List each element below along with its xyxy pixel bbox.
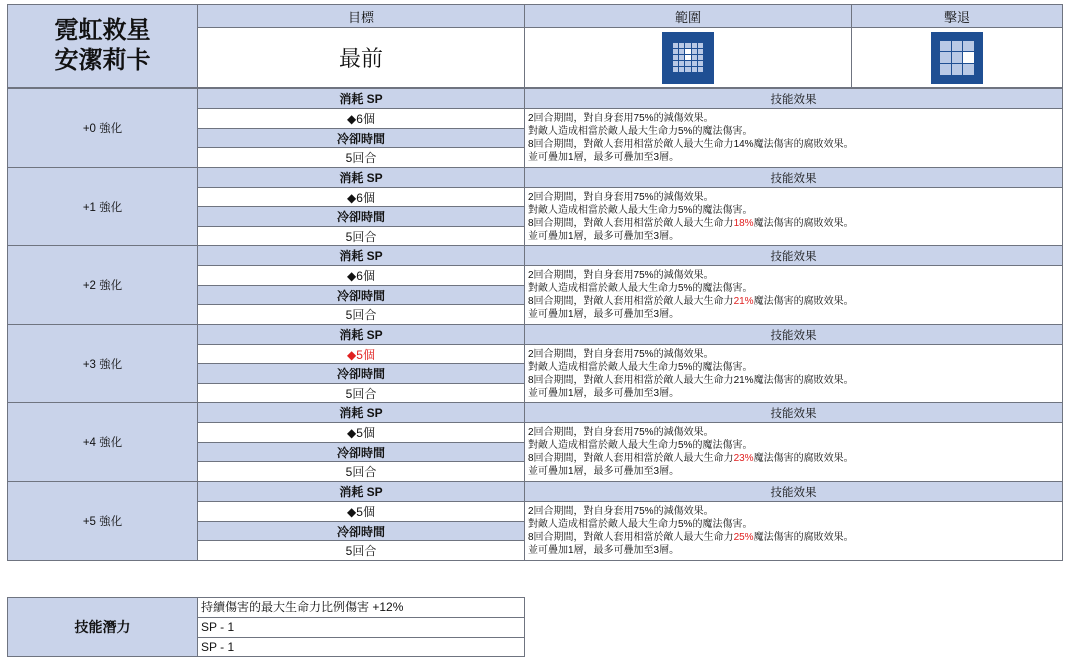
range-grid-cell — [698, 43, 703, 48]
knockback-grid-cell — [940, 41, 951, 52]
cooldown-value: 5回合 — [197, 147, 525, 168]
level-label: +1 強化 — [7, 167, 198, 246]
range-grid-cell — [692, 67, 697, 72]
effect-line-4: 並可疊加1層，最多可疊加至3層。 — [528, 230, 680, 242]
effect-description — [524, 501, 1063, 561]
effect-line-3-end: 魔法傷害的腐敗效果。 — [753, 532, 854, 543]
sp-cost-header: 消耗 SP — [197, 245, 525, 266]
range-grid-cell — [698, 55, 703, 60]
sp-cost-header: 消耗 SP — [197, 402, 525, 423]
range-grid-cell — [673, 49, 678, 54]
potential-label: 技能潛力 — [7, 597, 198, 657]
effect-line-3 — [528, 452, 854, 465]
range-grid-cell — [679, 67, 684, 72]
effect-line-4: 並可疊加1層，最多可疊加至3層。 — [528, 466, 680, 477]
cooldown-header: 冷卻時間 — [197, 206, 525, 227]
effect-header: 技能效果 — [524, 402, 1063, 423]
character-name-line1: 霓虹救星 — [54, 17, 151, 44]
cooldown-value: 5回合 — [197, 461, 525, 482]
range-header: 範圍 — [524, 4, 852, 28]
effect-line-1: 2回合期間，對自身套用75%的減傷效果。 — [528, 191, 714, 203]
sp-cost-value: ◆6個 — [197, 108, 525, 129]
effect-description — [524, 108, 1063, 168]
sp-cost-header: 消耗 SP — [197, 324, 525, 345]
effect-percent: 25% — [733, 532, 754, 543]
effect-header: 技能效果 — [524, 167, 1063, 188]
effect-percent: 18% — [733, 217, 754, 229]
knockback-grid-cell — [940, 52, 951, 63]
knockback-header: 擊退 — [851, 4, 1063, 28]
knockback-icon-cell — [851, 27, 1063, 88]
level-label: +3 強化 — [7, 324, 198, 403]
range-grid-cell — [692, 49, 697, 54]
effect-line-1: 2回合期間，對自身套用75%的減傷效果。 — [528, 113, 714, 124]
range-grid-cell — [685, 55, 690, 60]
effect-line-4: 並可疊加1層，最多可疊加至3層。 — [528, 387, 680, 399]
effect-percent: 21% — [733, 374, 754, 386]
effect-line-4: 並可疊加1層，最多可疊加至3層。 — [528, 545, 680, 556]
sp-cost-value: ◆5個 — [197, 501, 525, 522]
effect-line-2: 對敵人造成相當於敵人最大生命力5%的魔法傷害。 — [528, 440, 753, 451]
effect-description — [524, 344, 1063, 403]
effect-line-1: 2回合期間，對自身套用75%的減傷效果。 — [528, 427, 714, 438]
effect-header: 技能效果 — [524, 481, 1063, 502]
knockback-grid-cell — [963, 52, 974, 63]
effect-line-3-start: 8回合期間，對敵人套用相當於敵人最大生命力 — [528, 374, 734, 386]
effect-line-3-end: 魔法傷害的腐敗效果。 — [753, 217, 854, 229]
effect-line-3 — [528, 295, 854, 308]
range-grid-cell — [673, 67, 678, 72]
sp-cost-value: ◆5個 — [197, 344, 525, 364]
target-header: 目標 — [197, 4, 525, 28]
effect-percent: 23% — [733, 453, 754, 464]
range-grid-cell — [679, 43, 684, 48]
range-grid-cell — [685, 61, 690, 66]
effect-line-3 — [528, 217, 854, 230]
cooldown-header: 冷卻時間 — [197, 285, 525, 305]
knockback-grid-icon — [931, 32, 983, 84]
effect-line-2: 對敵人造成相當於敵人最大生命力5%的魔法傷害。 — [528, 204, 753, 216]
range-grid-cell — [692, 55, 697, 60]
knockback-grid-cell — [940, 64, 951, 75]
range-grid-cell — [679, 49, 684, 54]
range-grid-cell — [673, 43, 678, 48]
effect-percent: 21% — [733, 296, 754, 307]
sp-cost-value: ◆6個 — [197, 265, 525, 286]
effect-line-3 — [528, 531, 854, 544]
range-icon-cell — [524, 27, 852, 88]
range-grid-cell — [679, 55, 684, 60]
effect-line-2: 對敵人造成相當於敵人最大生命力5%的魔法傷害。 — [528, 361, 753, 373]
knockback-grid-cell — [952, 52, 963, 63]
cooldown-value: 5回合 — [197, 383, 525, 403]
cooldown-value: 5回合 — [197, 540, 525, 561]
effect-line-3-end: 魔法傷害的腐敗效果。 — [753, 453, 854, 464]
effect-line-3-start: 8回合期間，對敵人套用相當於敵人最大生命力 — [528, 296, 734, 307]
sp-cost-header: 消耗 SP — [197, 88, 525, 109]
cooldown-header: 冷卻時間 — [197, 363, 525, 384]
potential-item-2: SP - 1 — [197, 617, 525, 638]
character-name-line2: 安潔莉卡 — [54, 47, 151, 74]
effect-percent: 14% — [733, 139, 754, 150]
range-grid-cell — [692, 43, 697, 48]
effect-line-1: 2回合期間，對自身套用75%的減傷效果。 — [528, 348, 714, 360]
level-label: +5 強化 — [7, 481, 198, 561]
level-label: +2 強化 — [7, 245, 198, 325]
effect-line-2: 對敵人造成相當於敵人最大生命力5%的魔法傷害。 — [528, 283, 753, 294]
effect-line-3-end: 魔法傷害的腐敗效果。 — [753, 374, 854, 386]
range-grid-cell — [698, 49, 703, 54]
effect-line-3-start: 8回合期間，對敵人套用相當於敵人最大生命力 — [528, 217, 734, 229]
sp-cost-value: ◆5個 — [197, 422, 525, 443]
effect-line-3-start: 8回合期間，對敵人套用相當於敵人最大生命力 — [528, 139, 734, 150]
effect-line-3-start: 8回合期間，對敵人套用相當於敵人最大生命力 — [528, 453, 734, 464]
range-grid-icon — [662, 32, 714, 84]
range-grid-cell — [673, 61, 678, 66]
range-grid-cell — [685, 49, 690, 54]
effect-line-1: 2回合期間，對自身套用75%的減傷效果。 — [528, 270, 714, 281]
level-label: +0 強化 — [7, 88, 198, 168]
effect-line-4: 並可疊加1層，最多可疊加至3層。 — [528, 152, 680, 163]
range-grid-cell — [698, 61, 703, 66]
effect-line-3 — [528, 374, 854, 387]
effect-header: 技能效果 — [524, 88, 1063, 109]
effect-line-2: 對敵人造成相當於敵人最大生命力5%的魔法傷害。 — [528, 126, 753, 137]
sp-cost-header: 消耗 SP — [197, 167, 525, 188]
character-name-cell — [7, 4, 198, 88]
knockback-grid-cell — [952, 41, 963, 52]
effect-line-3-end: 魔法傷害的腐敗效果。 — [753, 139, 854, 150]
effect-line-2: 對敵人造成相當於敵人最大生命力5%的魔法傷害。 — [528, 519, 753, 530]
effect-description — [524, 265, 1063, 325]
range-grid-cell — [698, 67, 703, 72]
knockback-grid-cell — [963, 64, 974, 75]
cooldown-value: 5回合 — [197, 226, 525, 246]
range-grid-cell — [685, 67, 690, 72]
range-grid-cell — [685, 43, 690, 48]
cooldown-value: 5回合 — [197, 304, 525, 325]
effect-header: 技能效果 — [524, 245, 1063, 266]
range-grid-cell — [692, 61, 697, 66]
effect-description — [524, 187, 1063, 246]
effect-line-3-end: 魔法傷害的腐敗效果。 — [753, 296, 854, 307]
potential-item-3: SP - 1 — [197, 637, 525, 657]
potential-item-1: 持續傷害的最大生命力比例傷害 +12% — [197, 597, 525, 618]
level-label: +4 強化 — [7, 402, 198, 482]
effect-line-3-start: 8回合期間，對敵人套用相當於敵人最大生命力 — [528, 532, 734, 543]
knockback-grid-cell — [963, 41, 974, 52]
target-value: 最前 — [197, 27, 525, 88]
range-grid-cell — [673, 55, 678, 60]
sp-cost-header: 消耗 SP — [197, 481, 525, 502]
effect-line-4: 並可疊加1層，最多可疊加至3層。 — [528, 309, 680, 320]
effect-line-3 — [528, 138, 854, 151]
cooldown-header: 冷卻時間 — [197, 521, 525, 541]
effect-line-1: 2回合期間，對自身套用75%的減傷效果。 — [528, 506, 714, 517]
sp-cost-value: ◆6個 — [197, 187, 525, 207]
knockback-grid-cell — [952, 64, 963, 75]
cooldown-header: 冷卻時間 — [197, 128, 525, 148]
effect-header: 技能效果 — [524, 324, 1063, 345]
cooldown-header: 冷卻時間 — [197, 442, 525, 462]
effect-description — [524, 422, 1063, 482]
range-grid-cell — [679, 61, 684, 66]
